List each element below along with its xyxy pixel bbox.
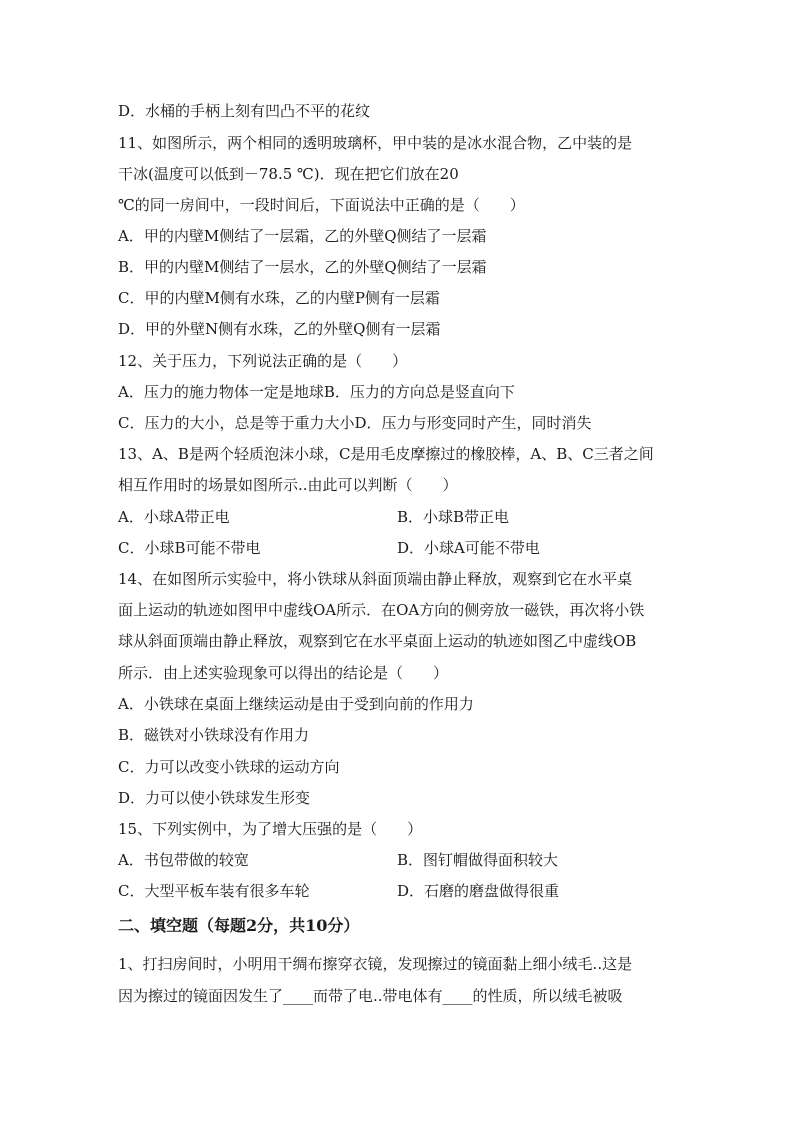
q14-stem-line-1: 14、在如图所示实验中，将小铁球从斜面顶端由静止释放，观察到它在水平桌 xyxy=(118,570,633,588)
q14-option-b: B．磁铁对小铁球没有作用力 xyxy=(118,726,310,744)
q14-option-a: A．小铁球在桌面上继续运动是由于受到向前的作用力 xyxy=(118,695,474,713)
q15-option-d: D．石磨的磨盘做得很重 xyxy=(397,882,560,900)
q14-stem-line-4: 所示．由上述实验现象可以得出的结论是（ ） xyxy=(118,664,449,682)
q15-option-a: A．书包带做的较宽 xyxy=(118,851,249,869)
q13-stem-line-1: 13、A、B是两个轻质泡沫小球，C是用毛皮摩擦过的橡胶棒，A、B、C三者之间 xyxy=(118,445,654,463)
q14-stem-line-2: 面上运动的轨迹如图甲中虚线OA所示．在OA方向的侧旁放一磁铁，再次将小铁 xyxy=(118,601,645,619)
q13-option-d: D．小球A可能不带电 xyxy=(397,539,540,557)
section-heading-fill-in: 二、填空题（每题2分，共10分） xyxy=(118,916,360,935)
q13-options-row-1 xyxy=(118,507,230,527)
q14-option-c: C．力可以改变小铁球的运动方向 xyxy=(118,758,340,776)
q14-stem-line-3: 球从斜面顶端由静止释放，观察到它在水平桌面上运动的轨迹如图乙中虚线OB xyxy=(118,632,637,650)
q15-option-b: B．图钉帽做得面积较大 xyxy=(397,851,559,869)
q13-option-a: A．小球A带正电 xyxy=(118,508,230,526)
q13-option-c: C．小球B可能不带电 xyxy=(118,539,261,557)
q11-option-b: B．甲的内壁M侧结了一层水，乙的外壁Q侧结了一层霜 xyxy=(118,258,487,276)
q11-option-a: A．甲的内壁M侧结了一层霜，乙的外壁Q侧结了一层霜 xyxy=(118,227,487,245)
q11-stem-line-2: 干冰(温度可以低到－78.5 ℃)．现在把它们放在20 xyxy=(118,165,459,183)
q14-option-d: D．力可以使小铁球发生形变 xyxy=(118,789,311,807)
q13-options-row-2 xyxy=(118,538,261,558)
q13-stem-line-2: 相互作用时的场景如图所示..由此可以判断（ ） xyxy=(118,476,458,494)
q11-stem-line-3: ℃的同一房间中，一段时间后，下面说法中正确的是（ ） xyxy=(118,196,525,214)
q12-options-ab: A．压力的施力物体一定是地球B．压力的方向总是竖直向下 xyxy=(118,383,515,401)
q12-options-cd: C．压力的大小，总是等于重力大小D．压力与形变同时产生，同时消失 xyxy=(118,414,592,432)
q11-option-d: D．甲的外壁N侧有水珠，乙的外壁Q侧有一层霜 xyxy=(118,320,441,338)
fill1-line-2: 因为擦过的镜面因发生了____而带了电..带电体有____的性质，所以绒毛被吸 xyxy=(118,987,623,1005)
q15-stem: 15、下列实例中，为了增大压强的是（ ） xyxy=(118,820,423,838)
q10-option-d: D．水桶的手柄上刻有凹凸不平的花纹 xyxy=(118,102,371,120)
q12-stem: 12、关于压力，下列说法正确的是（ ） xyxy=(118,352,408,370)
q15-option-c: C．大型平板车装有很多车轮 xyxy=(118,882,310,900)
q13-option-b: B．小球B带正电 xyxy=(397,508,510,526)
q11-option-c: C．甲的内壁M侧有水珠，乙的内壁P侧有一层霜 xyxy=(118,289,440,307)
q11-stem-line-1: 11、如图所示，两个相同的透明玻璃杯，甲中装的是冰水混合物，乙中装的是 xyxy=(118,134,633,152)
fill1-line-1: 1、打扫房间时，小明用干绸布擦穿衣镜，发现擦过的镜面黏上细小绒毛..这是 xyxy=(118,955,633,973)
